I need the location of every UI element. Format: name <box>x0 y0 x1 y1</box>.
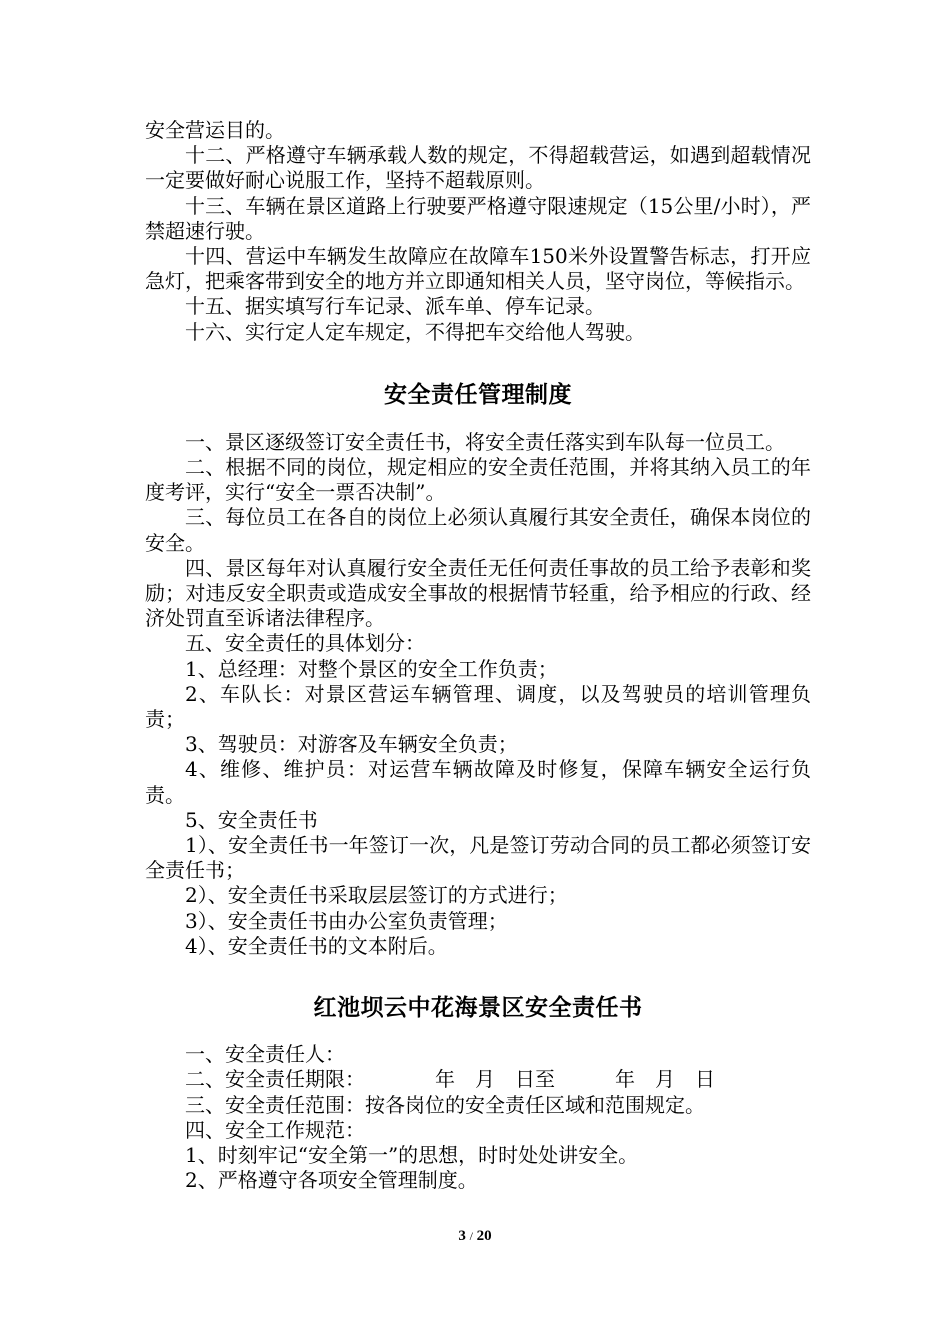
paragraph: 十四、营运中车辆发生故障应在故障车150米外设置警告标志，打开应急灯，把乘客带到安全的地方并立即通知相关人员，坚守岗位，等候指示。 <box>145 244 811 294</box>
paragraph: 十三、车辆在景区道路上行驶要严格遵守限速规定（15公里/小时），严禁超速行驶。 <box>145 193 811 243</box>
total-pages: 20 <box>476 1228 492 1244</box>
paragraph: 四、景区每年对认真履行安全责任无任何责任事故的员工给予表彰和奖励；对违反安全职责或造成安全事故的根据情节轻重，给予相应的行政、经济处罚直至诉诸法律程序。 <box>145 555 811 631</box>
paragraph: 三、每位员工在各自的岗位上必须认真履行其安全责任，确保本岗位的安全。 <box>145 505 811 555</box>
paragraph: 五、安全责任的具体划分： <box>185 631 425 656</box>
paragraph: 4、维修、维护员：对运营车辆故障及时修复，保障车辆安全运行负责。 <box>145 757 811 807</box>
paragraph: 1、时刻牢记“安全第一”的思想，时时处处讲安全。 <box>185 1142 639 1167</box>
paragraph: 二、根据不同的岗位，规定相应的安全责任范围，并将其纳入员工的年度考评，实行“安全一票否决制”。 <box>145 455 811 505</box>
current-page: 3 <box>458 1228 466 1244</box>
paragraph: 四、安全工作规范： <box>185 1117 365 1142</box>
paragraph: 1、总经理：对整个景区的安全工作负责； <box>185 656 558 681</box>
paragraph: 一、安全责任人： <box>185 1042 345 1067</box>
paragraph: 5、安全责任书 <box>185 807 318 832</box>
page-separator: / <box>469 1229 473 1243</box>
paragraph: 2、严格遵守各项安全管理制度。 <box>185 1168 478 1193</box>
paragraph: 3、驾驶员：对游客及车辆安全负责； <box>185 732 518 757</box>
paragraph: 2）、安全责任书采取层层签订的方式进行； <box>185 883 568 908</box>
paragraph: 1）、安全责任书一年签订一次，凡是签订劳动合同的员工都必须签订安全责任书； <box>145 833 811 883</box>
paragraph: 三、安全责任范围：按各岗位的安全责任区域和范围规定。 <box>185 1092 705 1117</box>
paragraph: 3）、安全责任书由办公室负责管理； <box>185 908 508 933</box>
paragraph: 一、景区逐级签订安全责任书，将安全责任落实到车队每一位员工。 <box>185 429 785 454</box>
paragraph: 安全营运目的。 <box>145 118 285 142</box>
paragraph: 2、车队长：对景区营运车辆管理、调度，以及驾驶员的培训管理负责； <box>145 681 811 732</box>
paragraph: 十六、实行定人定车规定，不得把车交给他人驾驶。 <box>185 319 645 344</box>
section-title: 安全责任管理制度 <box>384 381 572 408</box>
paragraph: 十五、据实填写行车记录、派车单、停车记录。 <box>185 294 605 319</box>
paragraph: 4）、安全责任书的文本附后。 <box>185 933 448 958</box>
section-title: 红池坝云中花海景区安全责任书 <box>313 995 643 1022</box>
paragraph: 二、安全责任期限： 年 月 日至 年 月 日 <box>185 1067 715 1092</box>
document-content <box>145 118 811 1193</box>
page-number <box>0 1228 950 1245</box>
paragraph: 十二、严格遵守车辆承载人数的规定，不得超载营运，如遇到超载情况一定要做好耐心说服工作，坚持不超载原则。 <box>145 143 811 193</box>
